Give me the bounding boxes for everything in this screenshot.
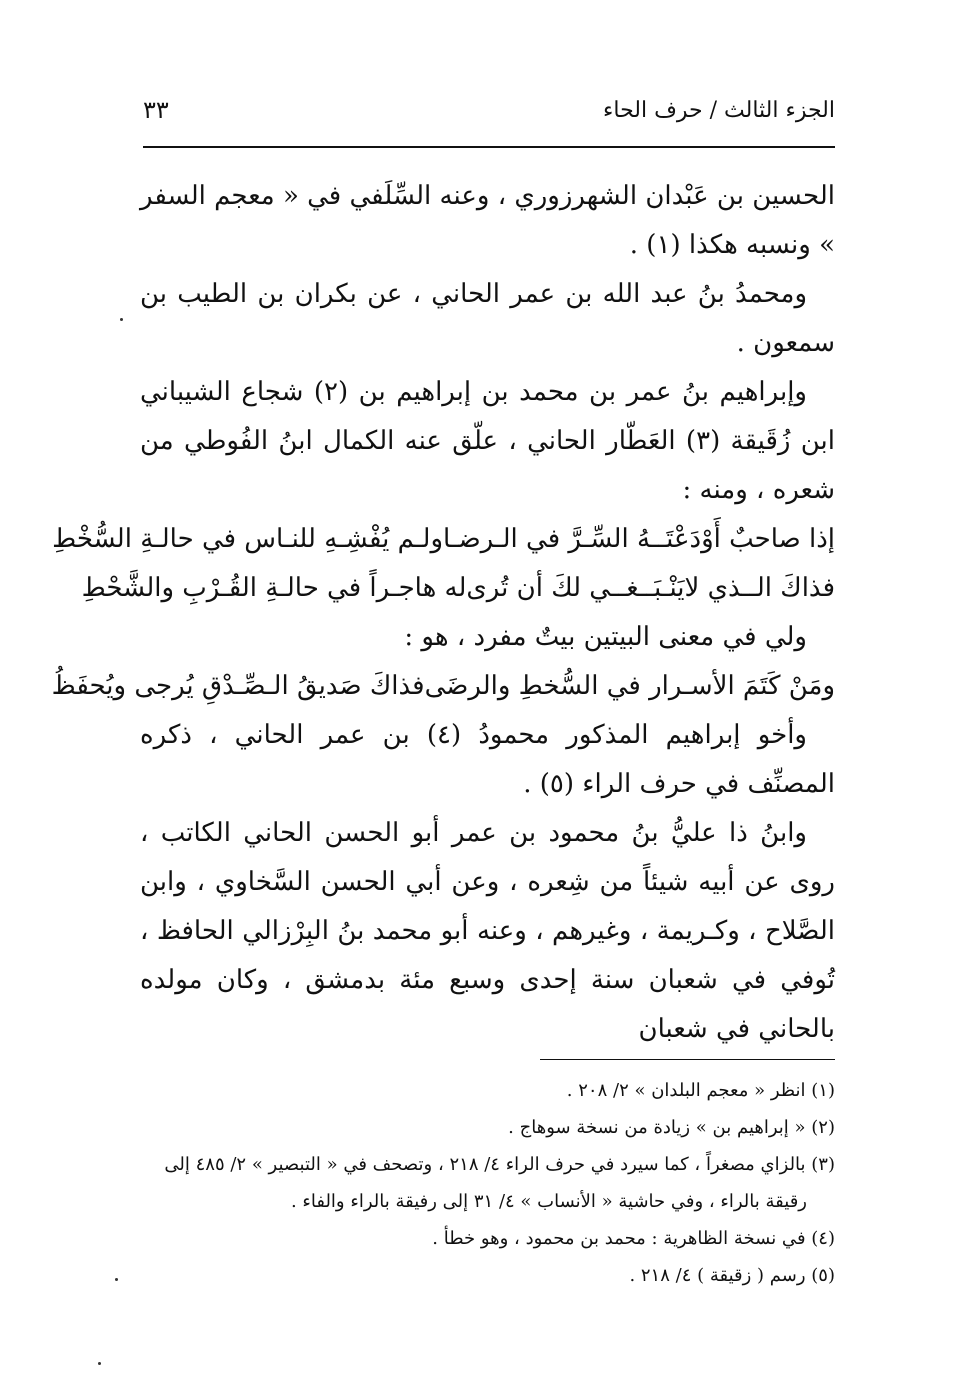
footnote-3-continued: رقيقة بالراء ، وفي حاشية « الأنساب » ٤/ ٣١ إلى رفيقة بالراء والفاء .: [290, 1191, 807, 1212]
verse-3-second-hemistich: فذاكَ صَديقُ الـصِّـدْقِ يُرجى ويُحفَظُ: [51, 671, 425, 701]
footnote-1: (١) انظر « معجم البلدان » ٢/ ٢٠٨ .: [566, 1080, 835, 1101]
verse-line-1: [52, 515, 835, 564]
paragraph-5: وأخو إبراهيم المذكور محمودُ (٤) بن عمر الحاني ، ذكره المصنِّف في حرف الراء (٥) .: [140, 720, 835, 799]
footnote-5: (٥) رسم ( زقيقة ) ٤/ ٢١٨ .: [629, 1265, 835, 1286]
footnotes: [140, 1072, 835, 1294]
verse-1-first-hemistich: إذا صاحبٌ أَوْدَعْتَــهُ السِّـرَّ في الـرضـا: [443, 524, 835, 554]
scan-speck: [98, 1362, 101, 1365]
paragraph-3: وإبراهيم بنُ عمر بن محمد بن إبراهيم بن (٢) شجاع الشيباني ابن زُقَيقة (٣) العَطّار الحاني ، علّق عنه الكمال ابنُ الفُوطي من شعره ، ومنه :: [140, 377, 835, 505]
paragraph-2: ومحمدُ بنُ عبد الله بن عمر الحاني ، عن بكران بن الطيب بن سمعون .: [140, 279, 835, 358]
footnote-3: (٣) بالزاي مصغراً ، كما سيرد في حرف الراء ٤/ ٢١٨ ، وتصحف في « التبصير » ٢/ ٤٨٥ إلى: [164, 1154, 835, 1175]
page-number: ٣٣: [143, 96, 169, 124]
page-header: [143, 96, 835, 148]
paragraph-4: ولي في معنى البيتين بيتٌ مفرد ، هو :: [404, 622, 807, 652]
verse-line-3: [51, 662, 835, 711]
verse-2-second-hemistich: له هاجـراً في حالـةِ القُـرْبِ والشَّحْطِ: [81, 573, 467, 603]
verse-line-2: [81, 564, 835, 613]
verse-1-second-hemistich: ولـم يُفْشِـهِ للنـاس في حالـةِ السُّخْطِ: [52, 524, 444, 554]
verse-2-first-hemistich: فذاكَ الــذي لايَنْـبَــغــي لكَ أن تُرى: [466, 573, 835, 603]
scan-speck: [120, 318, 123, 321]
footnote-2: (٢) « إبراهيم بن » زيادة من نسخة سوهاج .: [508, 1117, 835, 1138]
main-text: [51, 172, 835, 1054]
paragraph-1: الحسين بن عَبْدان الشهرزوري ، وعنه السِّلَفي في « معجم السفر » ونسبه هكذا (١) .: [140, 181, 835, 260]
footnote-4: (٤) في نسخة الظاهرية : محمد بن محمود ، وهو خطأ .: [432, 1228, 835, 1249]
scan-speck: [115, 1278, 118, 1281]
paragraph-6: وابنُ ذا عليُّ بنُ محمود بن عمر أبو الحسن الحاني الكاتب ، روى عن أبيه شيئاً من شِعره ، وعن أبي الحسن السَّخاوي ، وابن الصَّلاح ، وكـريمة ، وغيرهم ، وعنه أبو محمد بنُ البِرْزالي الحافظ ، تُوفي في شعبان سنة إحدى وسبع مئة بدمشق ، وكان مولده بالحاني في شعبان: [140, 818, 835, 1044]
footnote-separator: [540, 1059, 835, 1060]
verse-3-first-hemistich: ومَنْ كَتَمَ الأسـرار في السُّخطِ والرضَى: [424, 671, 835, 701]
running-title: الجزء الثالث / حرف الحاء: [603, 98, 835, 123]
